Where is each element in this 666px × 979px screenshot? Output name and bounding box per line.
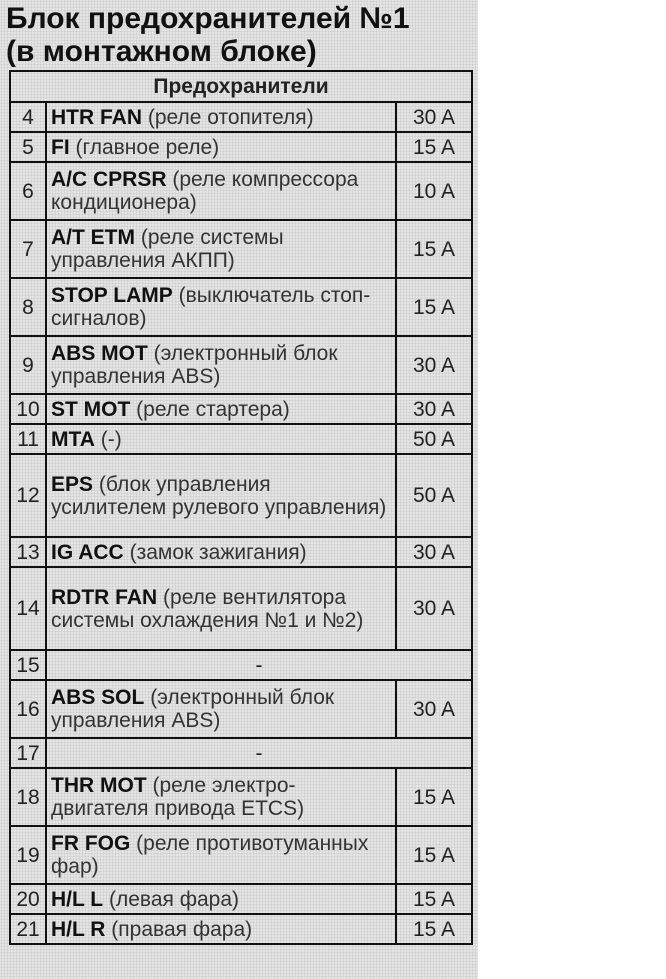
table-row [10, 220, 472, 278]
table-row [10, 650, 472, 680]
fuse-rating: 50 A [396, 424, 472, 454]
fuse-rating: 15 A [396, 278, 472, 336]
fuse-note: (правая фара) [111, 917, 253, 941]
table-row [10, 914, 472, 944]
fuse-code: A/T ETM [51, 226, 135, 249]
fuse-note: (реле электро-двигателя привода ETCS) [51, 774, 305, 820]
fuse-rating: 15 A [396, 914, 472, 944]
fuse-description [46, 132, 396, 162]
fuse-number: 14 [10, 567, 46, 650]
fuse-rating: 30 A [396, 102, 472, 132]
fuse-note: (реле компрессора кондиционера) [51, 168, 359, 214]
fuse-code: THR MOT [51, 774, 147, 797]
fuse-code: MTA [51, 427, 95, 451]
table-row [10, 132, 472, 162]
fuse-code: A/C CPRSR [51, 168, 167, 191]
fuse-note: (блок управления усилителем рулевого управления) [51, 472, 387, 519]
fuse-code: ABS SOL [51, 686, 145, 709]
fuse-table [9, 70, 473, 945]
table-row [10, 102, 472, 132]
fuse-rating: 15 A [396, 826, 472, 884]
fuse-number: 12 [10, 454, 46, 537]
fuse-code: EPS [51, 472, 94, 496]
fuse-description [46, 102, 396, 132]
fuse-rating: 10 A [396, 162, 472, 220]
fuse-code: HTR FAN [51, 105, 142, 129]
table-row [10, 567, 472, 650]
fuse-note: (левая фара) [108, 887, 240, 911]
fuse-description [46, 768, 396, 826]
fuse-code: IG ACC [51, 540, 124, 564]
fuse-code: ST MOT [51, 397, 131, 421]
fuse-code: H/L R [51, 917, 106, 941]
fuse-number: 11 [10, 424, 46, 454]
table-row [10, 738, 472, 768]
fuse-rating: 30 A [396, 336, 472, 394]
fuse-note: (-) [100, 427, 122, 451]
fuse-description [46, 336, 396, 394]
fuse-code: ABS MOT [51, 342, 148, 365]
fuse-note: (замок зажигания) [129, 540, 307, 564]
fuse-note: (реле отопителя) [147, 105, 314, 129]
fuse-number: 8 [10, 278, 46, 336]
table-row [10, 162, 472, 220]
fuse-empty: - [46, 650, 472, 680]
fuse-note: (реле стартера) [136, 397, 290, 421]
fuse-number: 4 [10, 102, 46, 132]
fuse-note: (электронный блок управления ABS) [51, 342, 338, 388]
fuse-rating: 30 A [396, 680, 472, 738]
table-header: Предохранители [10, 71, 472, 102]
table-row [10, 394, 472, 424]
fuse-description [46, 424, 396, 454]
page-title [6, 2, 476, 68]
table-row [10, 278, 472, 336]
fuse-description [46, 680, 396, 738]
fuse-note: (главное реле) [75, 135, 220, 159]
fuse-note: (выключатель стоп-сигналов) [51, 284, 371, 330]
table-row [10, 454, 472, 537]
fuse-number: 15 [10, 650, 46, 680]
fuse-rating: 15 A [396, 220, 472, 278]
fuse-note: (реле вентилятора системы охлаждения №1 и №2) [51, 585, 364, 632]
table-row [10, 336, 472, 394]
table-row [10, 884, 472, 914]
fuse-number: 6 [10, 162, 46, 220]
fuse-number: 17 [10, 738, 46, 768]
fuse-empty: - [46, 738, 472, 768]
fuse-number: 18 [10, 768, 46, 826]
table-row [10, 826, 472, 884]
fuse-code: RDTR FAN [51, 585, 158, 609]
fuse-description [46, 220, 396, 278]
fuse-code: FR FOG [51, 832, 131, 855]
fuse-rating: 30 A [396, 394, 472, 424]
fuse-rating: 30 A [396, 567, 472, 650]
fuse-number: 13 [10, 537, 46, 567]
fuse-number: 19 [10, 826, 46, 884]
fuse-description [46, 884, 396, 914]
title-line-1: Блок предохранителей №1 [6, 2, 410, 35]
fuse-note: (электронный блок управления ABS) [51, 686, 335, 732]
fuse-description [46, 454, 396, 537]
fuse-description [46, 537, 396, 567]
fuse-number: 20 [10, 884, 46, 914]
table-header-row [10, 71, 472, 102]
fuse-code: STOP LAMP [51, 284, 173, 307]
fuse-description [46, 826, 396, 884]
fuse-number: 7 [10, 220, 46, 278]
fuse-rating: 50 A [396, 454, 472, 537]
fuse-note: (реле системы управления АКПП) [51, 226, 284, 272]
fuse-rating: 15 A [396, 768, 472, 826]
fuse-description [46, 567, 396, 650]
fuse-number: 16 [10, 680, 46, 738]
fuse-number: 5 [10, 132, 46, 162]
table-row [10, 424, 472, 454]
fuse-description [46, 914, 396, 944]
fuse-number: 9 [10, 336, 46, 394]
fuse-number: 21 [10, 914, 46, 944]
title-line-2: (в монтажном блоке) [6, 35, 317, 68]
fuse-description [46, 162, 396, 220]
fuse-description [46, 394, 396, 424]
table-row [10, 537, 472, 567]
blank-margin [478, 0, 666, 979]
table-row [10, 680, 472, 738]
fuse-code: FI [51, 135, 70, 159]
fuse-note: (реле противотуманных фар) [51, 832, 369, 878]
fuse-rating: 15 A [396, 884, 472, 914]
fuse-rating: 15 A [396, 132, 472, 162]
fuse-description [46, 278, 396, 336]
fuse-code: H/L L [51, 887, 104, 911]
fuse-rating: 30 A [396, 537, 472, 567]
fuse-number: 10 [10, 394, 46, 424]
table-row [10, 768, 472, 826]
